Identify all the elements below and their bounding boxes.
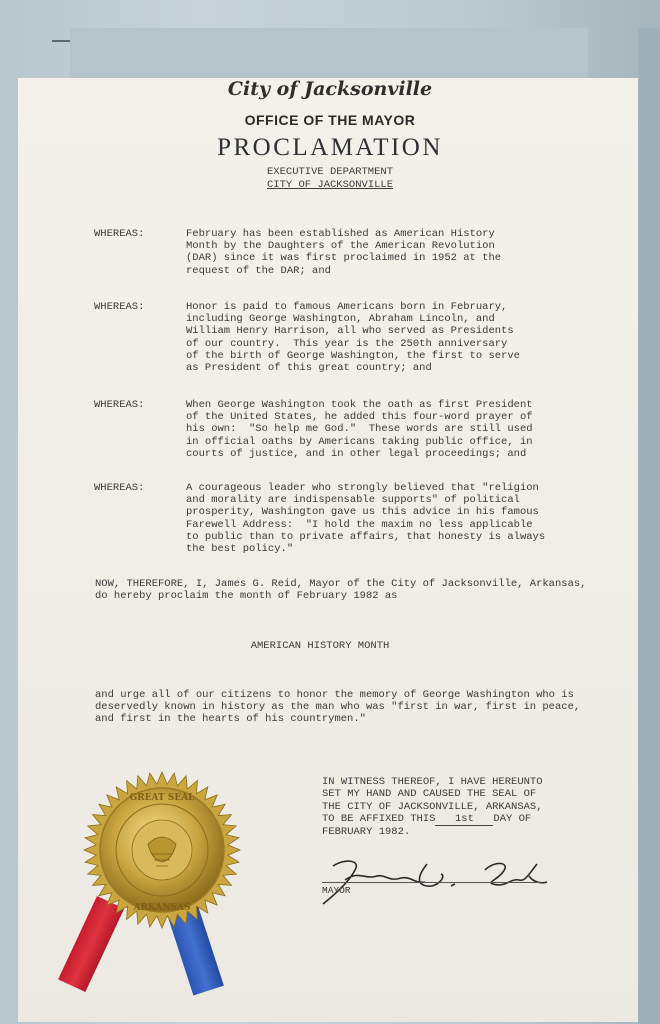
witness-line: THE CITY OF JACKSONVILLE, ARKANSAS, bbox=[322, 800, 543, 813]
witness-line: DAY OF bbox=[493, 812, 532, 825]
department-line: EXECUTIVE DEPARTMENT bbox=[266, 166, 394, 178]
signature-line bbox=[322, 882, 542, 883]
proclaimed-month-title: AMERICAN HISTORY MONTH bbox=[250, 640, 390, 652]
witness-line: IN WITNESS THEREOF, I HAVE HEREUNTO bbox=[322, 776, 543, 788]
office-heading: OFFICE OF THE MAYOR bbox=[244, 112, 416, 128]
urge-paragraph: and urge all of our citizens to honor the memory of George Washington who is deservedly known in history as the man who was "first in war, first in peace, and first in the hearts of his countrymen." bbox=[95, 689, 581, 726]
department-block bbox=[0, 166, 660, 192]
witness-line: TO BE AFFIXED THIS bbox=[322, 812, 436, 825]
seal-lettering: GREAT SEAL bbox=[129, 793, 195, 803]
department-city-line: CITY OF JACKSONVILLE bbox=[266, 179, 394, 191]
witness-line: SET MY HAND AND CAUSED THE SEAL OF bbox=[322, 788, 537, 801]
city-name: City of Jacksonville bbox=[227, 78, 433, 100]
whereas-text: A courageous leader who strongly believed that "religion and morality are indispensable supports" of political prosperity, Washington gave us this advice in his famous Farewell Address: "I hold the maxim no less applicable to public than to private affairs, that honesty is always the best policy." bbox=[186, 482, 546, 556]
whereas-label: WHEREAS: bbox=[94, 399, 145, 411]
seal-lettering: ARKANSAS bbox=[133, 903, 191, 913]
therefore-paragraph: NOW, THEREFORE, I, James G. Reid, Mayor of the City of Jacksonville, Arkansas, do hereby proclaim the month of February 1982 as bbox=[95, 578, 587, 603]
mount-strip bbox=[70, 28, 588, 78]
whereas-text: Honor is paid to famous Americans born in February, including George Washington, Abraham Lincoln, and William Henry Harrison, all who served as Presidents of our country. This year is the 250th anniversary of the birth of George Washington, the first to serve as President of this great country; and bbox=[186, 301, 520, 375]
witness-line: FEBRUARY 1982. bbox=[322, 826, 411, 839]
whereas-text: When George Washington took the oath as first President of the United States, he added this four-word prayer of his own: "So help me God." These words are still used in official oaths by Americans taking public office, in courts of justice, and in other legal proceedings; and bbox=[186, 399, 533, 460]
witness-block bbox=[322, 776, 543, 838]
whereas-label: WHEREAS: bbox=[94, 301, 145, 313]
whereas-text: February has been established as American History Month by the Daughters of the American Revolution (DAR) since it was first proclaimed in 1952 at the request of the DAR; and bbox=[186, 228, 502, 277]
day-blank: 1st bbox=[435, 813, 493, 826]
document-title: PROCLAMATION bbox=[217, 134, 443, 161]
signature-label: MAYOR bbox=[322, 885, 351, 896]
gold-city-seal bbox=[82, 770, 242, 930]
whereas-label: WHEREAS: bbox=[94, 228, 145, 240]
whereas-label: WHEREAS: bbox=[94, 482, 145, 494]
